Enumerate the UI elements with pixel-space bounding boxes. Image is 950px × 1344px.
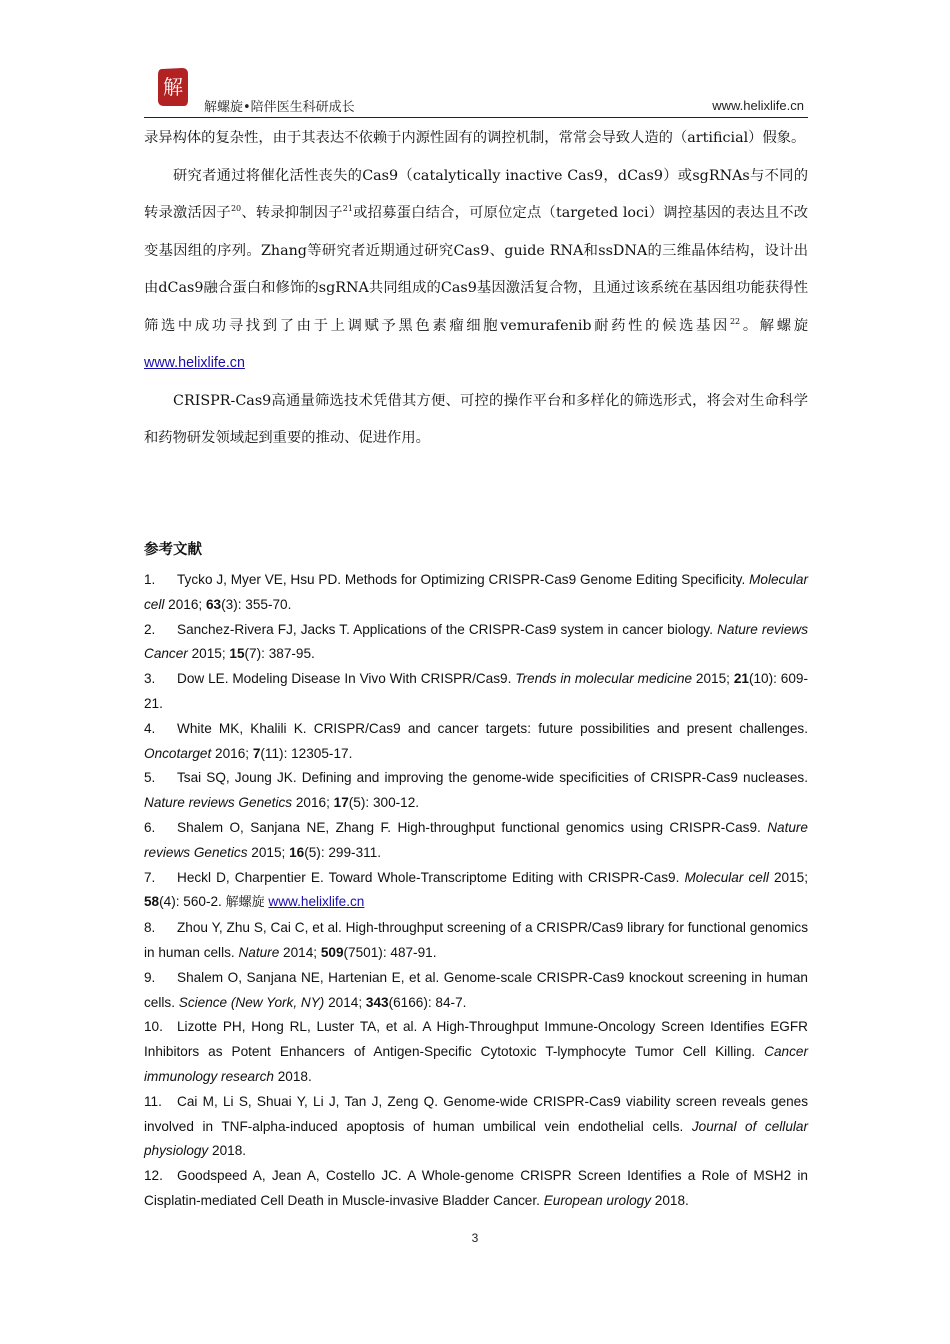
reference-journal: Journal of cellular physiology <box>144 1118 808 1159</box>
reference-year: 2016; <box>292 795 334 811</box>
reference-journal: Cancer immunology research <box>144 1044 808 1084</box>
header-website[interactable]: www.helixlife.cn <box>712 98 804 113</box>
reference-journal: Science (New York, NY) <box>178 994 325 1010</box>
reference-item <box>144 866 808 917</box>
reference-item <box>144 568 808 618</box>
reference-item <box>144 766 808 816</box>
reference-year: 2016; <box>211 745 253 761</box>
header-slogan: 解螺旋•陪伴医生科研成长 <box>204 100 355 115</box>
reference-number: 6. <box>144 819 156 835</box>
reference-pages: (5): 299-311. <box>304 844 382 860</box>
reference-item <box>144 1090 808 1164</box>
header-divider <box>144 117 808 118</box>
reference-journal: Molecular cell <box>144 572 808 612</box>
reference-volume: 343 <box>365 994 389 1010</box>
reference-pages: (3): 355-70. <box>221 596 292 612</box>
reference-pages: (11): 12305-17. <box>260 745 353 761</box>
reference-year: 2014; <box>279 944 321 960</box>
reference-journal: Nature reviews Cancer <box>144 621 809 662</box>
references-title: 参考文献 <box>144 542 202 558</box>
reference-text: Sanchez-Rivera FJ, Jacks T. Applications of the CRISPR-Cas9 system in cancer biology. <box>177 621 718 637</box>
reference-year: 2014; <box>324 994 366 1010</box>
references-list <box>144 568 808 1214</box>
reference-item <box>144 916 808 966</box>
reference-text: Heckl D, Charpentier E. Toward Whole-Transcriptome Editing with CRISPR-Cas9. <box>177 869 685 885</box>
reference-number: 10. <box>144 1019 163 1035</box>
reference-item <box>144 816 808 866</box>
reference-text: Cai M, Li S, Shuai Y, Li J, Tan J, Zeng Q. Genome-wide CRISPR-Cas9 viability screen reveals genes involved in TNF-alpha-induced apoptosis of human umbilical vein endothelial cells. <box>144 1093 808 1134</box>
reference-number: 1. <box>144 572 156 587</box>
reference-number: 5. <box>144 770 156 786</box>
page-header <box>144 62 808 118</box>
reference-volume: 58 <box>144 894 160 910</box>
reference-year: 2018. <box>651 1192 689 1208</box>
reference-volume: 21 <box>733 671 749 687</box>
reference-item <box>144 717 808 767</box>
reference-volume: 63 <box>205 596 222 612</box>
reference-journal: Molecular cell <box>684 869 769 885</box>
reference-year: 2018. <box>273 1068 312 1084</box>
reference-year: 2015; <box>768 869 808 885</box>
reference-brand: 解螺旋 <box>225 895 265 911</box>
citation-20: 20 <box>230 204 242 214</box>
reference-text: Dow LE. Modeling Disease In Vivo With CRISPR/Cas9. <box>177 671 516 687</box>
reference-text: Tycko J, Myer VE, Hsu PD. Methods for Optimizing CRISPR-Cas9 Genome Editing Specificity. <box>177 572 750 587</box>
reference-item <box>144 667 808 717</box>
citation-21: 21 <box>342 204 353 214</box>
reference-journal: Nature reviews Genetics <box>144 819 808 860</box>
reference-number: 7. <box>144 869 156 885</box>
reference-item <box>144 1015 808 1089</box>
reference-journal: Trends in molecular medicine <box>515 671 693 687</box>
reference-text: White MK, Khalili K. CRISPR/Cas9 and cancer targets: future possibilities and present challenges. <box>177 720 808 736</box>
reference-number: 8. <box>144 920 156 936</box>
reference-year: 2015; <box>247 844 290 860</box>
reference-volume: 509 <box>320 944 344 960</box>
reference-text: Lizotte PH, Hong RL, Luster TA, et al. A High-Throughput Immune-Oncology Screen Identifies EGFR Inhibitors as Potent Enhancers of Antigen-Specific Cytotoxic T-lymphocyte Tumor Cell Killing. <box>144 1019 808 1060</box>
reference-number: 2. <box>144 621 156 637</box>
reference-pages: (4): 560-2. <box>159 894 222 910</box>
reference-item <box>144 1164 808 1214</box>
reference-volume: 17 <box>333 795 349 811</box>
helixlife-logo-icon <box>156 66 190 108</box>
citation-22: 22 <box>729 316 741 326</box>
reference-item <box>144 966 808 1016</box>
reference-number: 3. <box>144 671 156 687</box>
reference-pages: (7): 387-95. <box>244 646 315 662</box>
reference-volume: 7 <box>252 745 261 761</box>
reference-text: Goodspeed A, Jean A, Costello JC. A Whole-genome CRISPR Screen Identifies a Role of MSH2 in Cisplatin-mediated Cell Death in Muscle-invasive Bladder Cancer. <box>144 1168 808 1208</box>
reference-pages: (7501): 487-91. <box>343 944 437 960</box>
paragraph-1: 录异构体的复杂性，由于其表达不依赖于内源性固有的调控机制，常常会导致人造的（artificial）假象。 <box>144 130 806 146</box>
reference-volume: 16 <box>289 844 305 860</box>
reference-pages: (6166): 84-7. <box>388 994 467 1010</box>
reference-volume: 15 <box>229 646 245 662</box>
page-number: 3 <box>471 1231 479 1245</box>
reference-number: 4. <box>144 720 156 736</box>
reference-link[interactable]: www.helixlife.cn <box>268 894 365 910</box>
reference-year: 2016; <box>164 596 206 612</box>
reference-journal: Oncotarget <box>144 745 212 761</box>
reference-text: Shalem O, Sanjana NE, Zhang F. High-throughput functional genomics using CRISPR-Cas9. <box>177 819 768 835</box>
paragraph-3: CRISPR-Cas9高通量筛选技术凭借其方便、可控的操作平台和多样化的筛选形式，将会对生命科学和药物研发领域起到重要的推动、促进作用。 <box>144 392 808 446</box>
reference-pages: (5): 300-12. <box>348 795 420 811</box>
reference-number: 11. <box>144 1093 162 1109</box>
reference-journal: European urology <box>543 1192 652 1208</box>
reference-pages: (10): 609-21. <box>144 671 808 711</box>
reference-text: Zhou Y, Zhu S, Cai C, et al. High-throughput screening of a CRISPR/Cas9 library for functional genomics in human cells. <box>144 920 808 960</box>
reference-item <box>144 618 808 668</box>
reference-number: 9. <box>144 969 156 985</box>
logo-glyph: 解 <box>163 75 183 99</box>
reference-text: Shalem O, Sanjana NE, Hartenian E, et al. Genome-scale CRISPR-Cas9 knockout screening in human cells. <box>144 969 808 1010</box>
reference-journal: Nature <box>238 944 280 960</box>
reference-year: 2015; <box>692 671 734 687</box>
body-text <box>144 120 808 458</box>
reference-text: Tsai SQ, Joung JK. Defining and improving the genome-wide specificities of CRISPR-Cas9 nucleases. <box>177 770 808 786</box>
reference-year: 2018. <box>208 1143 247 1159</box>
reference-journal: Nature reviews Genetics <box>144 795 293 811</box>
paragraph-2: 研究者通过将催化活性丧失的Cas9（catalytically inactive Cas9，dCas9）或sgRNAs与不同的转录激活因子$^{20}$、转录抑制因子$^{21}$或招募蛋白结合，可原位定点（targeted loci）调控基因的表达且不改变基因组的序列。Zhang等研究者近期通过研究Cas9、guide RNA和ssDNA的三维晶体结构，设计出由dCas9融合蛋白和修饰的sgRNA共同组成的Cas9基因激活复合物，且通过该系统在基因组功能获得性筛选中成功寻找到了由于上调赋予黑色素瘤细胞vemurafenib耐药性的候选基因$^{22}$。解螺旋 www.helixlife.cn <box>144 167 809 371</box>
reference-number: 12. <box>144 1168 163 1184</box>
helixlife-link[interactable]: www.helixlife.cn <box>144 355 245 371</box>
reference-year: 2015; <box>187 646 230 662</box>
